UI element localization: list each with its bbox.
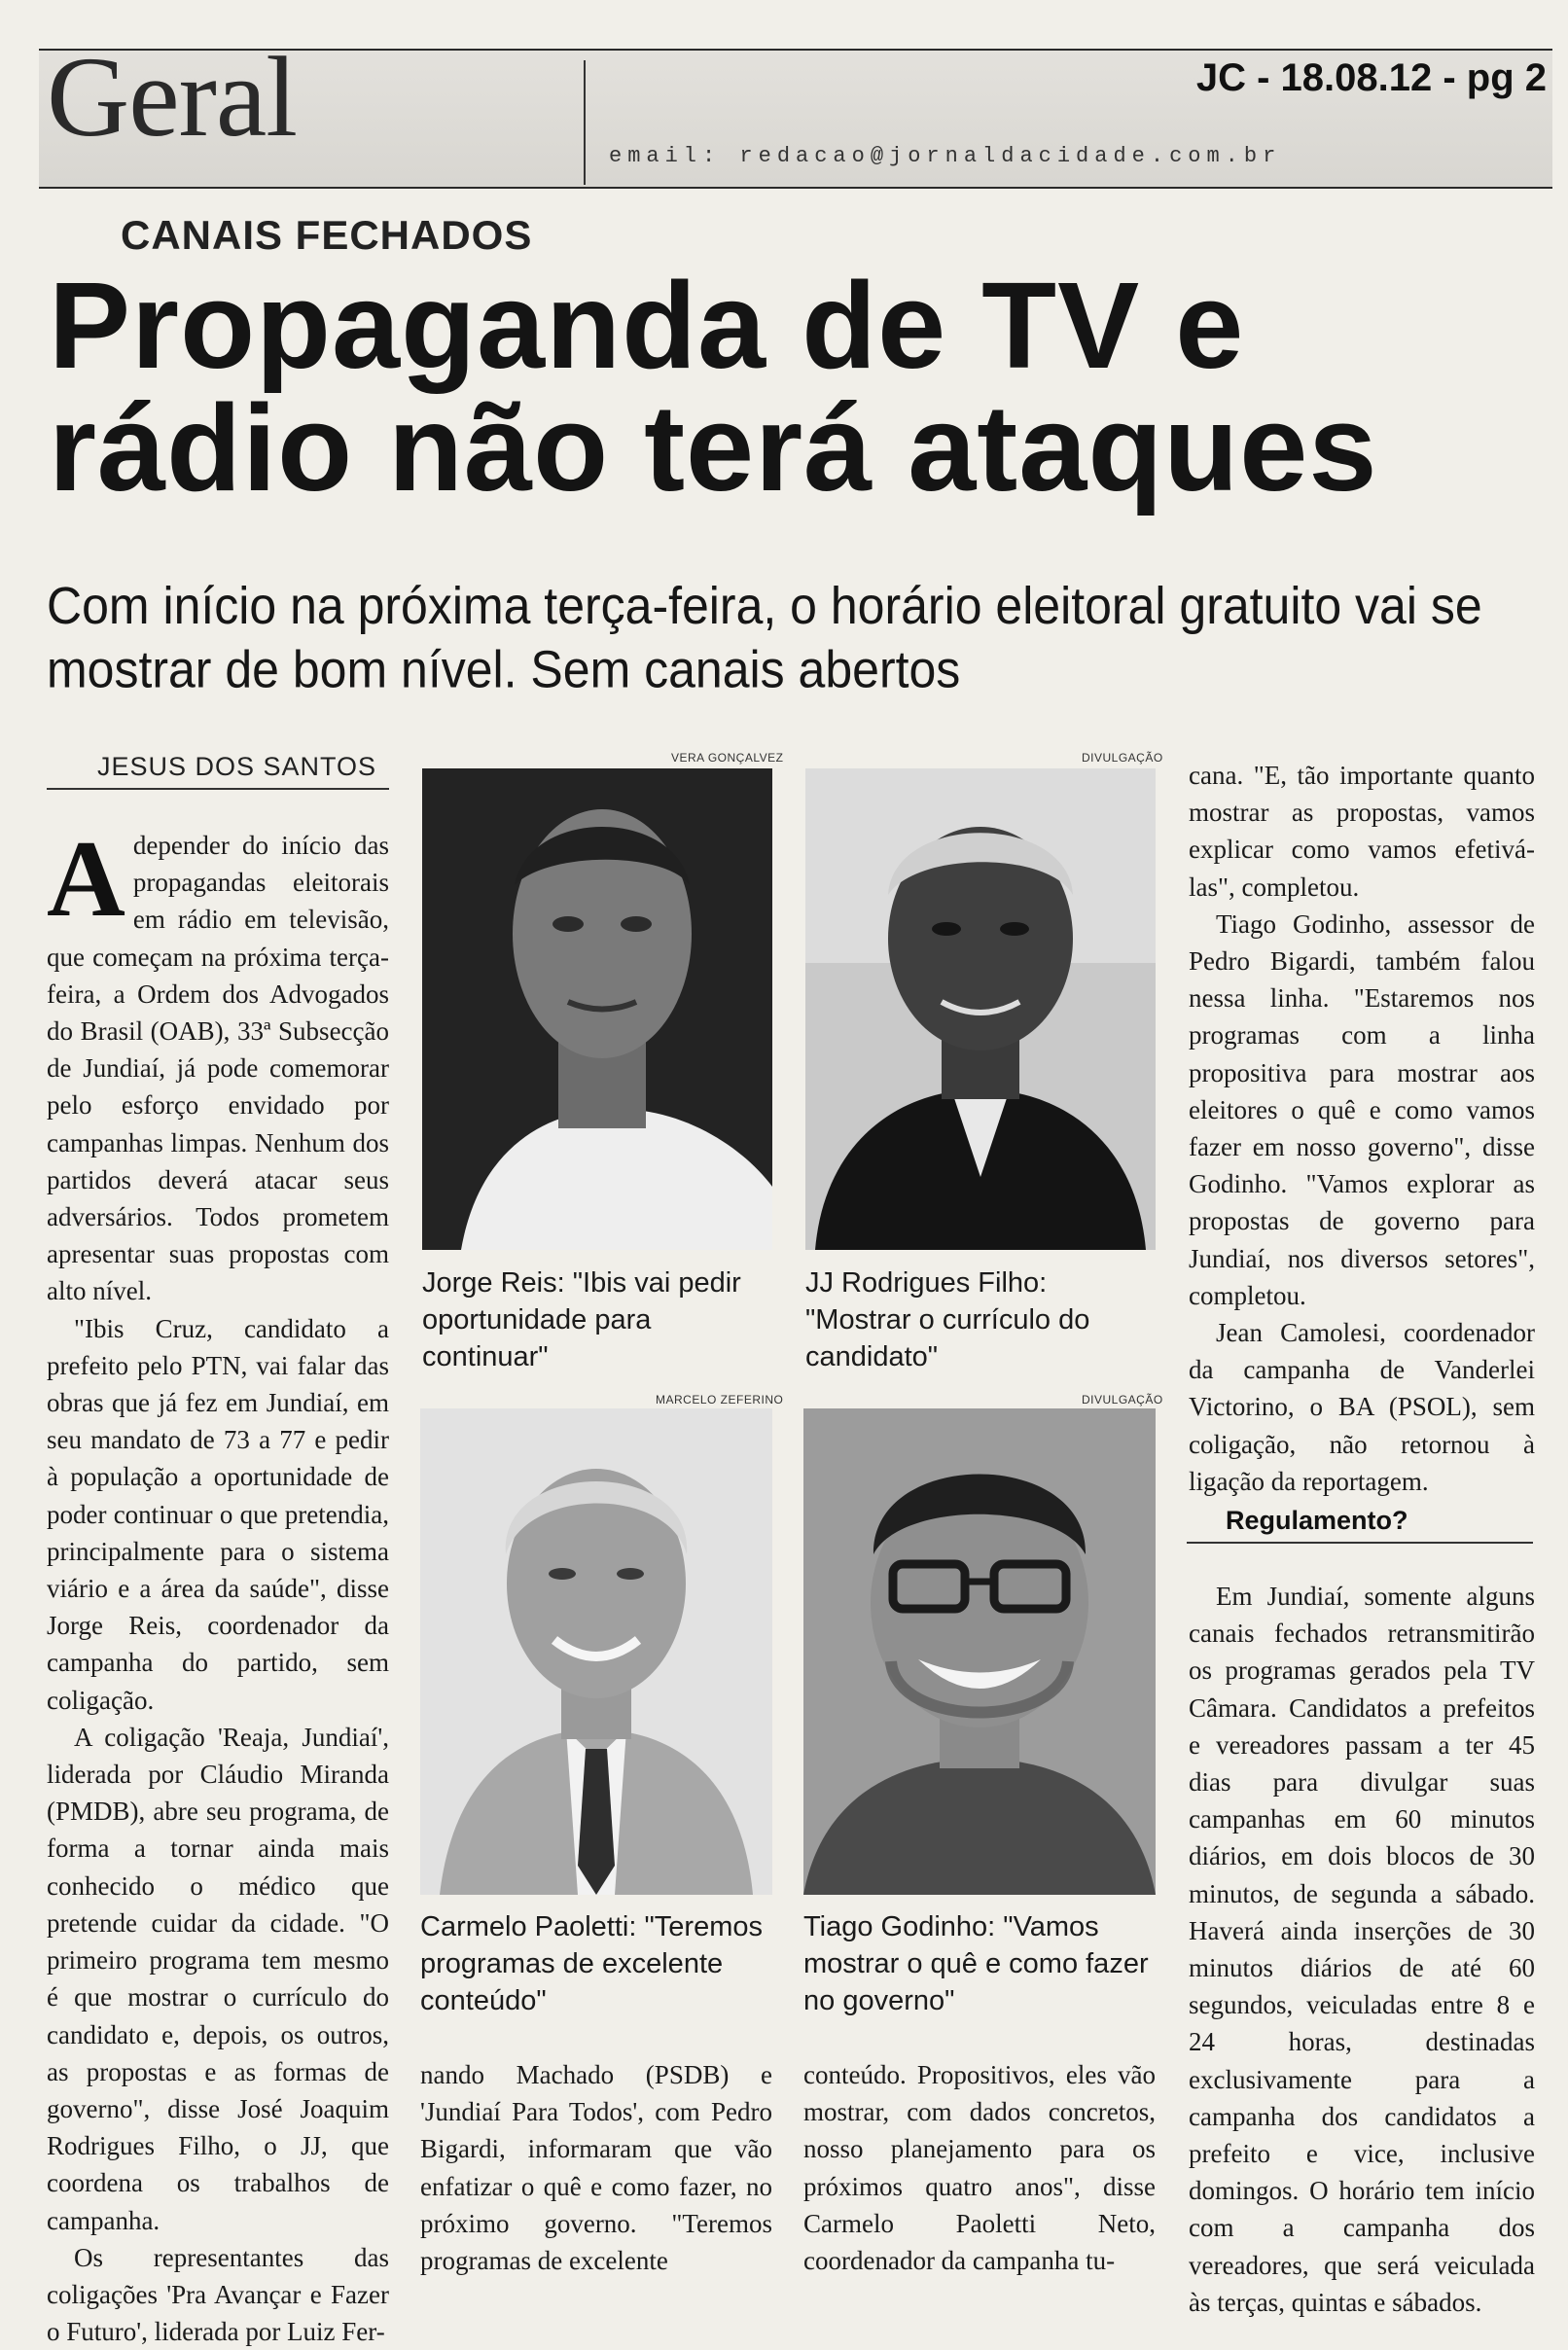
article-column-4-bottom: [1189, 1578, 1535, 2321]
first-paragraph: [47, 819, 389, 1310]
contact-email: email: redacao@jornaldacidade.com.br: [609, 144, 1282, 168]
photo-caption: JJ Rodrigues Filho: "Mostrar o currículo do candidato": [805, 1267, 1090, 1372]
article-column-4-top: [1189, 757, 1535, 1500]
photo-credit: DIVULGAÇÃO: [1082, 1393, 1163, 1406]
section-title: Geral: [47, 33, 298, 160]
drop-cap: A: [47, 819, 125, 940]
paragraph: Tiago Godinho, assessor de Pedro Bigardi, também falou nessa linha. "Estaremos nos programas com a linha propositiva para mostrar aos eleitores o quê e como vamos fazer em nosso governo", disse Godinho. "Vamos explorar as propostas de governo para Jundiaí, nos diversos setores", completou.: [1189, 908, 1535, 1310]
photo-credit: VERA GONÇALVEZ: [671, 751, 784, 765]
byline-rule: [47, 788, 389, 790]
photo-caption: Jorge Reis: "Ibis vai pedir oportunidade para continuar": [422, 1267, 741, 1372]
article-column-3-bottom: [803, 2056, 1156, 2279]
paragraph: Jean Camolesi, coordenador da campanha de Vanderlei Victorino, o BA (PSOL), sem coligação, não retornou à ligação da reportagem.: [1189, 1318, 1535, 1496]
photo-jj-rodrigues: [805, 768, 1156, 1250]
paragraph: "Ibis Cruz, candidato a prefeito pelo PTN, vai falar das obras que já fez em Jundiaí, em seu mandato de 73 a 77 e pedir à população a oportunidade de poder continuar o que pretendia, principalmente para o sistema viário e a área da saúde", disse Jorge Reis, coordenador da campanha do partido, sem coligação.: [47, 1313, 389, 1715]
paragraph-text: depender do início das propagandas eleitorais em rádio em televisão, que começam na próxima terça-feira, a Ordem dos Advogados do Brasil (OAB), 33ª Subsecção de Jundiaí, já pode comemorar pelo esforço envidado por campanhas limpas. Nenhum dos partidos deverá atacar seus adversários. Todos prometem apresentar suas propostas com alto nível.: [47, 831, 389, 1306]
paragraph: nando Machado (PSDB) e 'Jundiaí Para Todos', com Pedro Bigardi, informaram que vão enfatizar o quê e como fazer, no próximo governo. "Teremos programas de excelente: [420, 2060, 772, 2276]
paragraph: A coligação 'Reaja, Jundiaí', liderada por Cláudio Miranda (PMDB), abre seu programa, de forma a tornar ainda mais conhecido o médico que pretende cuidar da cidade. "O primeiro programa tem mesmo é que mostrar o currículo do candidato e, depois, os outros, as propostas e as formas de governo", disse José Joaquim Rodrigues Filho, o JJ, que coordena os trabalhos de campanha.: [47, 1722, 389, 2235]
photo-carmelo-paoletti: [420, 1408, 772, 1895]
paragraph: Os representantes das coligações 'Pra Avançar e Fazer o Futuro', liderada por Luiz Fer-: [47, 2242, 389, 2347]
edition-reference: JC - 18.08.12 - pg 2: [1195, 56, 1547, 99]
article-subhead: Com início na próxima terça-feira, o horário eleitoral gratuito vai se mostrar de bom nível. Sem canais abertos: [47, 576, 1482, 699]
article-kicker: CANAIS FECHADOS: [121, 212, 533, 258]
photo-credit: MARCELO ZEFERINO: [656, 1393, 784, 1406]
article-column-2-bottom: [420, 2056, 772, 2279]
photo-credit: DIVULGAÇÃO: [1082, 751, 1163, 765]
photo-jorge-reis: [422, 768, 772, 1250]
paragraph: cana. "E, tão importante quanto mostrar as propostas, vamos explicar como vamos efetivá-las", completou.: [1189, 761, 1535, 902]
photo-caption: Tiago Godinho: "Vamos mostrar o quê e como fazer no governo": [803, 1911, 1149, 2016]
article-headline: Propaganda de TV e rádio não terá ataques: [49, 257, 1378, 516]
photo-caption: Carmelo Paoletti: "Teremos programas de excelente conteúdo": [420, 1911, 763, 2016]
article-byline: JESUS DOS SANTOS: [97, 752, 377, 781]
paragraph: conteúdo. Propositivos, eles vão mostrar, com dados concretos, nosso planejamento para os próximos quatro anos", disse Carmelo Paoletti Neto, coordenador da campanha tu-: [803, 2060, 1156, 2276]
header-divider: [584, 60, 586, 185]
photo-tiago-godinho: [803, 1408, 1156, 1895]
article-column-1: [47, 819, 389, 2350]
paragraph: Em Jundiaí, somente alguns canais fechados retransmitirão os programas gerados pela TV Câmara. Candidatos a prefeitos e vereadores passam a ter 45 dias para divulgar suas campanhas em 60 minutos diários, em dois blocos de 30 minutos, de segunda a sábado. Haverá ainda inserções de 30 minutos diários de até 60 segundos, veiculadas entre 8 e 24 horas, destinadas exclusivamente para a campanha dos candidatos a prefeito e vice, inclusive domingos. O horário tem início com a campanha dos vereadores, que será veiculada às terças, quintas e sábados.: [1189, 1582, 1535, 2317]
section-subtitle: Regulamento?: [1187, 1506, 1533, 1544]
